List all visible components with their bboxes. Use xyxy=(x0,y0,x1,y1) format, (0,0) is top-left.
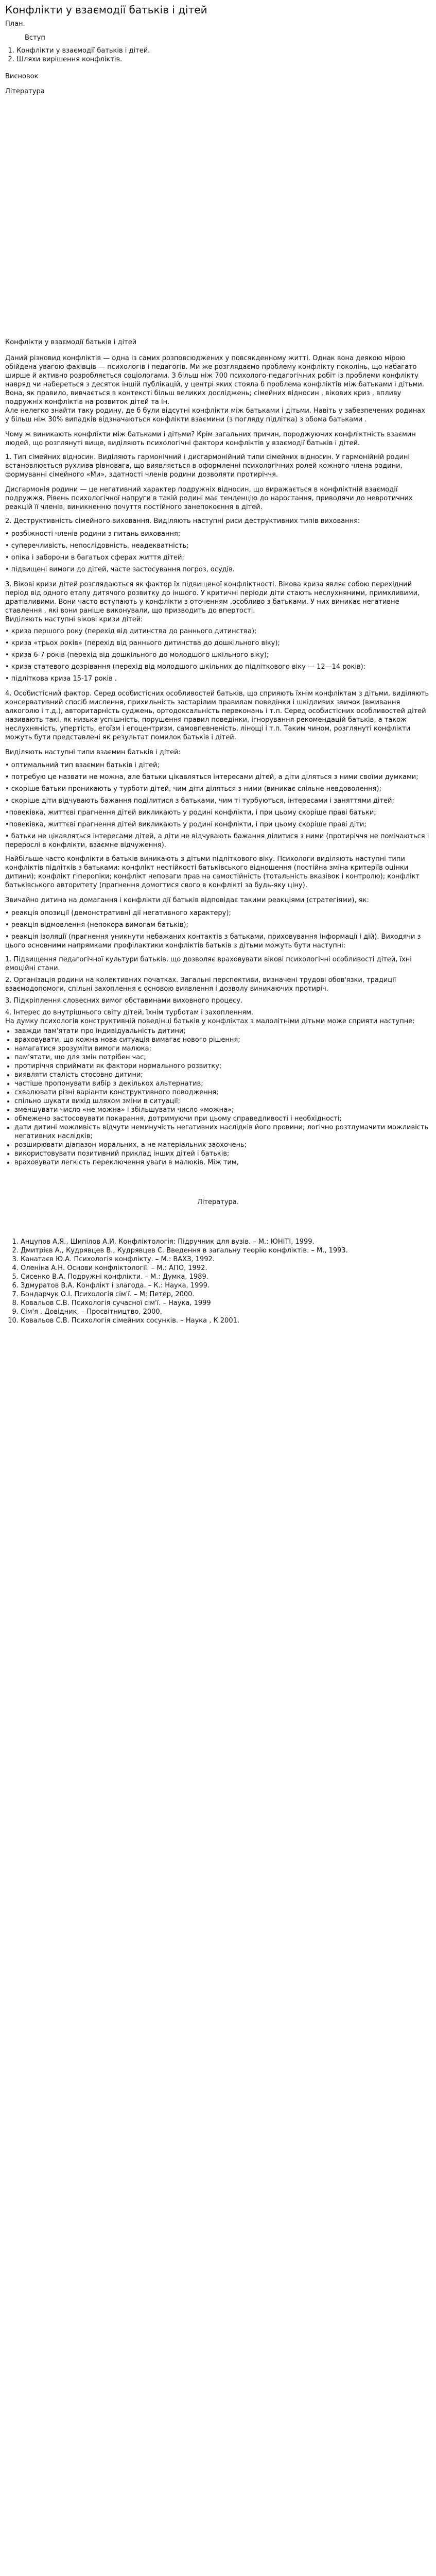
reference-item: 7. Бондарчук О.І. Психологія сім'ї. – М: Петер, 2000. xyxy=(21,1290,431,1299)
plan-section xyxy=(5,20,431,96)
toc-item: 1. Конфлікти у взаємодії батьків і дітей. xyxy=(16,46,431,55)
recommendations-list xyxy=(5,1027,431,1167)
blank-gap xyxy=(5,96,431,338)
literature-title: Література. xyxy=(197,1198,239,1206)
paragraph: 4. Особистісний фактор. Серед особистісних особливостей батьків, що сприяють їхнім конфліктам з дітьми, виділяють консервативний спосіб мислення, прихильність застарілим правилам поведінки і шкідливих звичок (вживання алкоголю і т.д.), авторитарність суджень, ортодоксальність переконань і т.п. Серед особистісних особливостей дітей називають такі, як низька успішність, порушення правил поведінки, ігнорування рекомендацій батьків, а також неслухняність, упертість, егоїзм і егоцентризм, самовпевненість, лінощі і т.п. Таким чином, розглянуті конфлікти можуть бути представлені як результат помилок батьків і дітей. xyxy=(5,690,429,741)
toc-item: 2. Шляхи вирішення конфліктів. xyxy=(16,55,431,64)
section-heading: Конфлікти у взаємодії батьків і дітей xyxy=(5,338,137,346)
list-item: • враховувати, що кожна нова ситуація вимагає нового рішення; xyxy=(14,1036,431,1044)
list-item: • пам'ятати, що для змін потрібен час; xyxy=(14,1053,431,1062)
reference-item: 8. Ковальов С.В. Психологія сучасної сім'ї. – Наука, 1999 xyxy=(21,1299,431,1308)
reference-item: 6. Здмуратов В.А. Конфлікт і злагода. – К.: Наука, 1999. xyxy=(21,1281,431,1290)
page-title: Конфлікти у взаємодії батьків і дітей xyxy=(5,4,207,16)
list-item: • намагатися зрозуміти вимоги малюка; xyxy=(14,1044,431,1053)
list-item: • скоріше батьки проникають у турботи дітей, чим діти діляться з ними (виникає слільне невдоволення); xyxy=(5,785,381,793)
paragraph: 1. Тип сімейних відносин. Виділяють гармонічний і дисгармонійний типи сімейних відносин. У гармонійній родині встановлюється рухлива рівновага, що виявляється в оформленні психологічних ролей кожного члена родини, формуванні сімейного «Ми», здатності членів родини дозволяти протиріччя. xyxy=(5,453,410,479)
list-item: 4. Інтерес до внутрішнього світу дітей, їхнім турботам і захопленням. xyxy=(5,1009,254,1016)
toc-literature: Література xyxy=(5,88,45,95)
list-item: • обмежено застосовувати покарання, дотримуючи при цьому справедливості і необхідності; xyxy=(14,1114,431,1123)
paragraph: Звичайно дитина на домагання і конфлікти дії батьків відповідає такими реакціями (стратегіями), як: xyxy=(5,896,369,904)
reference-item: 10. Ковальов С.В. Психологія сімейних сосунків. – Наука , К 2001. xyxy=(21,1316,431,1325)
list-item: • спільно шукати вихід шляхом зміни в ситуації; xyxy=(14,1097,431,1106)
list-item: • зменшувати число «не можна» і збільшувати число «можна»; xyxy=(14,1106,431,1114)
list-item: 3. Підкріплення словесних вимог обставинами виховного процесу. xyxy=(5,997,243,1005)
paragraph: Найбільше часто конфлікти в батьків виникають з дітьми підліткового віку. Психологи виділяють наступні типи конфліктів підлітків з батьками: конфлікт нестійкості батьківського відношення (постійна зміна критеріїв оцінки дитини); конфлікт гіперопіки; конфлікт неповаги прав на самостійність (тотальність вказівок і контролю); конфлікт батьківського авторитету (прагнення домогтися свого в конфлікті за будь-яку ціну). xyxy=(5,855,420,889)
list-item: • дати дитині можливість відчути неминучість негативних наслідків його провини; логічно розтлумачити можливість негативних наслідків; xyxy=(14,1123,431,1141)
list-item: • реакція ізоляції (прагнення уникнути небажаних контактів з батьками, приховування інформації і дій). Виходячи з цього основними напрямками профілактики конфліктів батьків з дітьми можуть бути наступні: xyxy=(5,933,421,950)
reference-item: 3. Канатаєв Ю.А. Психологія конфлікту. – М.: ВАХЗ, 1992. xyxy=(21,1255,431,1264)
list-item: • завжди пам'ятати про індивідуальність дитини; xyxy=(14,1027,431,1036)
reference-item: 1. Анцупов А.Я., Шипілов А.И. Конфліктологія: Підручник для вузів. – М.: ЮНІТІ, 1999. xyxy=(21,1238,431,1246)
toc-conclusion: Висновок xyxy=(5,73,39,80)
toc-list xyxy=(5,46,431,64)
list-item: • батьки не цікавляться інтересами дітей, а діти не відчувають бажання ділитися з ними (протиріччя не помічаються і перерослі в конфлікти, взаємне відчуження). xyxy=(5,833,429,849)
list-item: • враховувати легкість переключення уваги в малюків. Між тим, xyxy=(14,1158,431,1167)
toc-intro: Вступ xyxy=(25,34,45,42)
main-text xyxy=(5,338,431,1167)
paragraph: 3. Вікові кризи дітей розглядаються як фактор їх підвищеної конфліктності. Вікова криза являє собою перехідний період від одного етапу дитячого розвитку до іншого. У критичні періоди діти стають неслухняними, примхливими, дратівливими. Вони часто вступають у конфлікти з оточенням ,особливо з батьками. У них виникає негативне ставлення , які вони раніше виконували, що призводить до впертості. xyxy=(5,581,420,615)
paragraph: 2. Деструктивність сімейного виховання. Виділяють наступні риси деструктивних типів виховання: xyxy=(5,517,360,525)
reference-item: 5. Сисенко В.А. Подружні конфлікти. – М.: Думка, 1989. xyxy=(21,1273,431,1281)
list-item: • скоріше діти відчувають бажання поділитися з батьками, чим ті турбуються, інтересами і заняттями дітей; xyxy=(5,797,394,805)
list-item: • протиріччя сприймати як фактори нормального розвитку; xyxy=(14,1062,431,1071)
list-item: • криза 6-7 років (перехід від дошкільного до молодшого шкільного віку); xyxy=(5,651,269,659)
references-list xyxy=(5,1238,431,1325)
list-item: • використовувати позитивний приклад інших дітей і батьків; xyxy=(14,1149,431,1158)
list-item: • суперечливість, непослідовність, неадекватність; xyxy=(5,542,189,550)
list-item: • виявляти сталість стосовно дитини; xyxy=(14,1071,431,1079)
paragraph: Чому ж виникають конфлікти між батьками і дітьми? Крім загальних причин, породжуючих конфліктність взаємин людей, що розглянуті вище, виділяють психологічні фактори конфліктів у взаємодії батьків і дітей. xyxy=(5,431,416,447)
list-item: • розширювати діапазон моральних, а не матеріальних заохочень; xyxy=(14,1141,431,1149)
plan-label: План. xyxy=(5,20,25,28)
paragraph: Виділяють наступні вікові кризи дітей: xyxy=(5,616,143,623)
list-item: • потребую це назвати не можна, але батьки цікавляться інтересами дітей, а діти діляться з ними своїми думками; xyxy=(5,773,418,781)
paragraph: Даний різновид конфліктів — одна із самих розповсюджених у повсякденному житті. Однак вона деякою мірою обійдена увагою фахівців — психологів і педагогів. Ми же розглядаємо проблему конфлікту поколінь, що набагато ширше й активно розробляється соціологами. З більш ніж 700 психолого-педагогічних робіт із проблеми конфлікту навряд чи набереться з десяток іншій публікацій, у центрі яких стояла б проблема конфліктів між батьками і дітьми. Вона, як правило, вивчається в контексті більш великих досліджень; сімейних відносин , вікових криз , впливу подружніх конфліктів на розвиток дітей та ін. xyxy=(5,354,424,406)
paragraph: На думку психологів конструктивній поведінці батьків у конфліктах з малолітніми дітьми може сприяти наступне: xyxy=(5,1018,415,1025)
list-item: • частіше пропонувати вибір з декількох альтернатив; xyxy=(14,1079,431,1088)
list-item: • підвищені вимоги до дітей, часте застосування погроз, осудів. xyxy=(5,566,235,573)
reference-item: 9. Сім'я . Довідник. – Просвітництво, 2000. xyxy=(21,1308,431,1316)
list-item: • опіка і заборони в багатьох сферах життя дітей; xyxy=(5,554,184,562)
list-item: 1. Підвищення педагогічної культури батьків, що дозволяє враховувати вікові психологічні особливості дітей, їхні емоційні стани. xyxy=(5,956,412,972)
list-item: • криза «трьох років» (перехід від раннього дитинства до дошкільного віку); xyxy=(5,639,280,647)
list-item: •повеківка, життєві прагнення дітей викликають у родині конфлікти, і при цьому скоріше праві батьки; xyxy=(5,809,376,817)
list-item: • криза статевого дозрівання (перехід від молодшого шкільних до підліткового віку — 12—14 років): xyxy=(5,663,366,671)
list-item: • розбіжності членів родини з питань виховання; xyxy=(5,530,181,538)
list-item: •повеківка, життєві прагнення дітей викликають у родині конфлікти, і при цьому скоріше праві діти; xyxy=(5,821,367,828)
reference-item: 2. Дмитрієв А., Кудрявцев В., Кудрявцев С. Введення в загальну теорію конфліктів. – М., 1993. xyxy=(21,1246,431,1255)
list-item: 2. Організація родини на колективних початках. Загальні перспективи, визначені трудові обов'язки, традиції взаємодопомоги, спільні захоплення є основою виявлення і дозволу виникаючих протиріч. xyxy=(5,976,396,993)
list-item: • оптимальний тип взаємин батьків і дітей; xyxy=(5,761,160,769)
literature-section xyxy=(5,1198,431,1325)
paragraph: Дисгармонія родини — це негативний характер подружніх відносин, що виражається в конфліктній взаємодії подружжя. Рівень психологічної напруги в такій родині має тенденцію до наростання, приводячи до невротичних реакцій її членів, виникненню почуття постійного занепокоєння в дітей. xyxy=(5,486,413,511)
list-item: • реакція відмовлення (непокора вимогам батьків); xyxy=(5,921,188,929)
paragraph: Виділяють наступні типи взаємин батьків і дітей: xyxy=(5,749,181,756)
list-item: • схвалювати різні варіанти конструктивного поводження; xyxy=(14,1088,431,1097)
list-item: • реакція опозиції (демонстративні дії негативного характеру); xyxy=(5,909,231,917)
list-item: • криза першого року (перехід від дитинства до раннього дитинства); xyxy=(5,628,257,635)
reference-item: 4. Оленіна А.Н. Основи конфліктології. – М.: АПО, 1992. xyxy=(21,1264,431,1273)
paragraph: Але нелегко знайти таку родину, де б були відсутні конфлікти між батьками і дітьми. Навіть у забезпечених родинах у більш ніж 30% випадків відзначаються конфлікти взаємини (з погляду підлітка) з обома батьками . xyxy=(5,407,425,423)
list-item: • підліткова криза 15-17 років . xyxy=(5,675,117,683)
